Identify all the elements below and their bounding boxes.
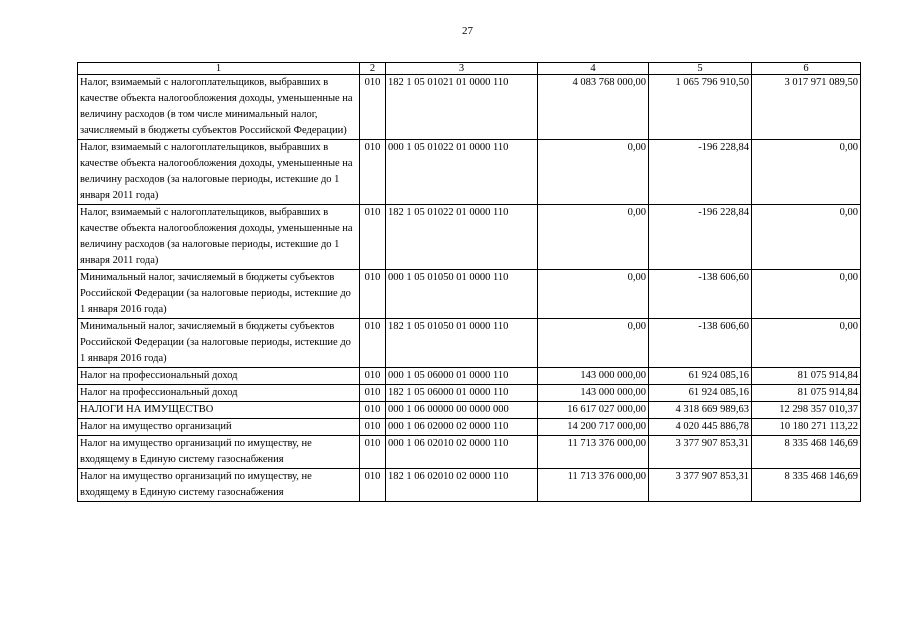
table-row	[78, 205, 861, 270]
table-row	[78, 319, 861, 368]
row-name: Налог, взимаемый с налогоплательщиков, выбравших в качестве объекта налогообложения доходы, уменьшенные на величину расходов (за налоговые периоды, истекшие до 1 января 2011 года)	[78, 205, 360, 270]
table-row	[78, 385, 861, 402]
approved-amount: 11 713 376 000,00	[538, 469, 649, 502]
table-row	[78, 270, 861, 319]
row-name: Минимальный налог, зачисляемый в бюджеты субъектов Российской Федерации (за налоговые периоды, истекшие до 1 января 2016 года)	[78, 270, 360, 319]
approved-amount: 14 200 717 000,00	[538, 419, 649, 436]
unexecuted-amount: 81 075 914,84	[752, 385, 861, 402]
line-code: 010	[360, 319, 386, 368]
column-number: 1	[78, 63, 360, 75]
budget-classification-code: 000 1 05 01050 01 0000 110	[386, 270, 538, 319]
budget-classification-code: 000 1 06 00000 00 0000 000	[386, 402, 538, 419]
unexecuted-amount: 3 017 971 089,50	[752, 75, 861, 140]
row-name: Налог на профессиональный доход	[78, 385, 360, 402]
row-name: Налог, взимаемый с налогоплательщиков, выбравших в качестве объекта налогообложения доходы, уменьшенные на величину расходов (в том числе минимальный налог, зачисляемый в бюджеты субъектов Российской Федерации)	[78, 75, 360, 140]
unexecuted-amount: 10 180 271 113,22	[752, 419, 861, 436]
row-name: Налог на имущество организаций по имуществу, не входящему в Единую систему газоснабжения	[78, 469, 360, 502]
executed-amount: -196 228,84	[649, 205, 752, 270]
unexecuted-amount: 8 335 468 146,69	[752, 469, 861, 502]
executed-amount: -138 606,60	[649, 270, 752, 319]
line-code: 010	[360, 368, 386, 385]
executed-amount: 61 924 085,16	[649, 368, 752, 385]
revenue-table	[77, 62, 861, 502]
line-code: 010	[360, 385, 386, 402]
executed-amount: 61 924 085,16	[649, 385, 752, 402]
table-row	[78, 436, 861, 469]
table-row	[78, 419, 861, 436]
budget-classification-code: 000 1 06 02000 02 0000 110	[386, 419, 538, 436]
row-name: Налог, взимаемый с налогоплательщиков, выбравших в качестве объекта налогообложения доходы, уменьшенные на величину расходов (за налоговые периоды, истекшие до 1 января 2011 года)	[78, 140, 360, 205]
unexecuted-amount: 0,00	[752, 140, 861, 205]
executed-amount: 4 020 445 886,78	[649, 419, 752, 436]
table-row	[78, 469, 861, 502]
approved-amount: 143 000 000,00	[538, 368, 649, 385]
approved-amount: 16 617 027 000,00	[538, 402, 649, 419]
table-row	[78, 75, 861, 140]
line-code: 010	[360, 436, 386, 469]
unexecuted-amount: 0,00	[752, 270, 861, 319]
approved-amount: 0,00	[538, 270, 649, 319]
column-number: 4	[538, 63, 649, 75]
approved-amount: 143 000 000,00	[538, 385, 649, 402]
row-name: Налог на имущество организаций по имуществу, не входящему в Единую систему газоснабжения	[78, 436, 360, 469]
line-code: 010	[360, 270, 386, 319]
budget-classification-code: 182 1 05 06000 01 0000 110	[386, 385, 538, 402]
line-code: 010	[360, 402, 386, 419]
row-name: НАЛОГИ НА ИМУЩЕСТВО	[78, 402, 360, 419]
unexecuted-amount: 0,00	[752, 319, 861, 368]
approved-amount: 11 713 376 000,00	[538, 436, 649, 469]
table-row	[78, 402, 861, 419]
column-number: 5	[649, 63, 752, 75]
line-code: 010	[360, 140, 386, 205]
budget-classification-code: 182 1 06 02010 02 0000 110	[386, 469, 538, 502]
line-code: 010	[360, 75, 386, 140]
unexecuted-amount: 81 075 914,84	[752, 368, 861, 385]
executed-amount: 3 377 907 853,31	[649, 436, 752, 469]
column-number: 3	[386, 63, 538, 75]
line-code: 010	[360, 469, 386, 502]
budget-classification-code: 000 1 05 01022 01 0000 110	[386, 140, 538, 205]
approved-amount: 0,00	[538, 205, 649, 270]
budget-classification-code: 000 1 06 02010 02 0000 110	[386, 436, 538, 469]
budget-classification-code: 182 1 05 01021 01 0000 110	[386, 75, 538, 140]
approved-amount: 0,00	[538, 319, 649, 368]
table-row	[78, 140, 861, 205]
table-row	[78, 368, 861, 385]
unexecuted-amount: 0,00	[752, 205, 861, 270]
approved-amount: 4 083 768 000,00	[538, 75, 649, 140]
approved-amount: 0,00	[538, 140, 649, 205]
column-number: 2	[360, 63, 386, 75]
row-name: Минимальный налог, зачисляемый в бюджеты субъектов Российской Федерации (за налоговые периоды, истекшие до 1 января 2016 года)	[78, 319, 360, 368]
row-name: Налог на профессиональный доход	[78, 368, 360, 385]
budget-classification-code: 000 1 05 06000 01 0000 110	[386, 368, 538, 385]
unexecuted-amount: 12 298 357 010,37	[752, 402, 861, 419]
executed-amount: -196 228,84	[649, 140, 752, 205]
row-name: Налог на имущество организаций	[78, 419, 360, 436]
column-number-row	[78, 63, 861, 75]
budget-classification-code: 182 1 05 01022 01 0000 110	[386, 205, 538, 270]
page-number: 27	[462, 25, 473, 37]
executed-amount: 4 318 669 989,63	[649, 402, 752, 419]
executed-amount: -138 606,60	[649, 319, 752, 368]
line-code: 010	[360, 205, 386, 270]
budget-classification-code: 182 1 05 01050 01 0000 110	[386, 319, 538, 368]
line-code: 010	[360, 419, 386, 436]
executed-amount: 1 065 796 910,50	[649, 75, 752, 140]
executed-amount: 3 377 907 853,31	[649, 469, 752, 502]
unexecuted-amount: 8 335 468 146,69	[752, 436, 861, 469]
column-number: 6	[752, 63, 861, 75]
